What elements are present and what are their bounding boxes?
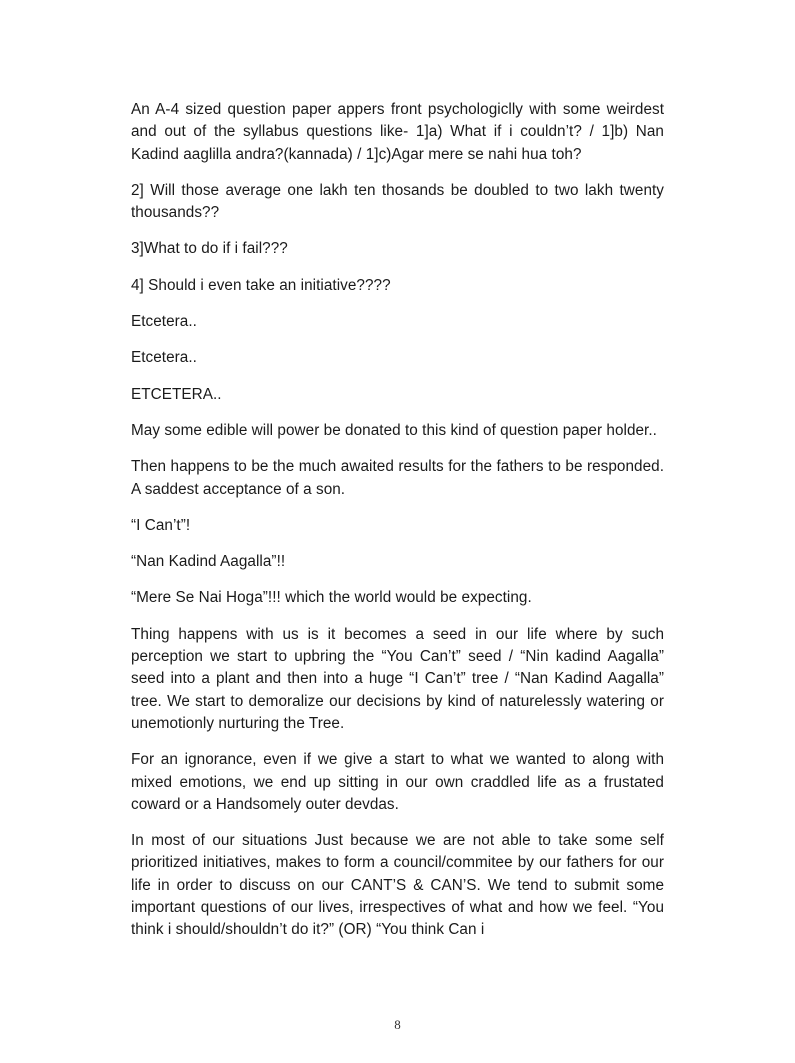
paragraph: For an ignorance, even if we give a start to what we wanted to along with mixed emotions, we end up sitting in our own craddled life as a frustated coward or a Handsomely outer devdas. xyxy=(131,751,664,813)
paragraph: In most of our situations Just because we are not able to take some self prioritized initiatives, makes to form a council/commitee by our fathers for our life in order to discuss on our CANT’S & CAN’S. We tend to submit some important questions of our lives, irrespectives of what and how we feel. “You think i should/shouldn’t do it?” (OR) “You think Can i xyxy=(131,832,664,939)
paragraph: 3]What to do if i fail??? xyxy=(131,240,288,258)
paragraph: ETCETERA.. xyxy=(131,385,222,403)
page-number: 8 xyxy=(394,1017,401,1032)
paragraph: “Nan Kadind Aagalla”!! xyxy=(131,553,286,571)
paragraph: May some edible will power be donated to this kind of question paper holder.. xyxy=(131,421,657,439)
paragraph: Etcetera.. xyxy=(131,313,197,331)
paragraph: 2] Will those average one lakh ten thosands be doubled to two lakh twenty thousands?? xyxy=(131,181,664,222)
paragraph: An A-4 sized question paper appers front psychologiclly with some weirdest and out of the syllabus questions like- 1]a) What if i couldn’t? / 1]b) Nan Kadind aaglilla andra?(kannada) / 1]c)Agar mere se nahi hua toh? xyxy=(131,101,664,163)
paragraph: 4] Should i even take an initiative???? xyxy=(131,276,391,294)
paragraph: “Mere Se Nai Hoga”!!! which the world would be expecting. xyxy=(131,589,532,607)
paragraph: Then happens to be the much awaited results for the fathers to be responded. A saddest acceptance of a son. xyxy=(131,458,664,498)
paragraph: Thing happens with us is it becomes a seed in our life where by such perception we start to upbring the “You Can’t” seed / “Nin kadind Aagalla” seed into a plant and then into a huge “I Can’t” tree / “Nan Kadind Aagalla” tree. We start to demoralize our decisions by kind of naturelessly watering or unemotionly nurturing the Tree. xyxy=(131,625,664,732)
paragraph: “I Can’t”! xyxy=(131,516,191,534)
body-text xyxy=(131,99,664,956)
paragraph: Etcetera.. xyxy=(131,349,197,367)
